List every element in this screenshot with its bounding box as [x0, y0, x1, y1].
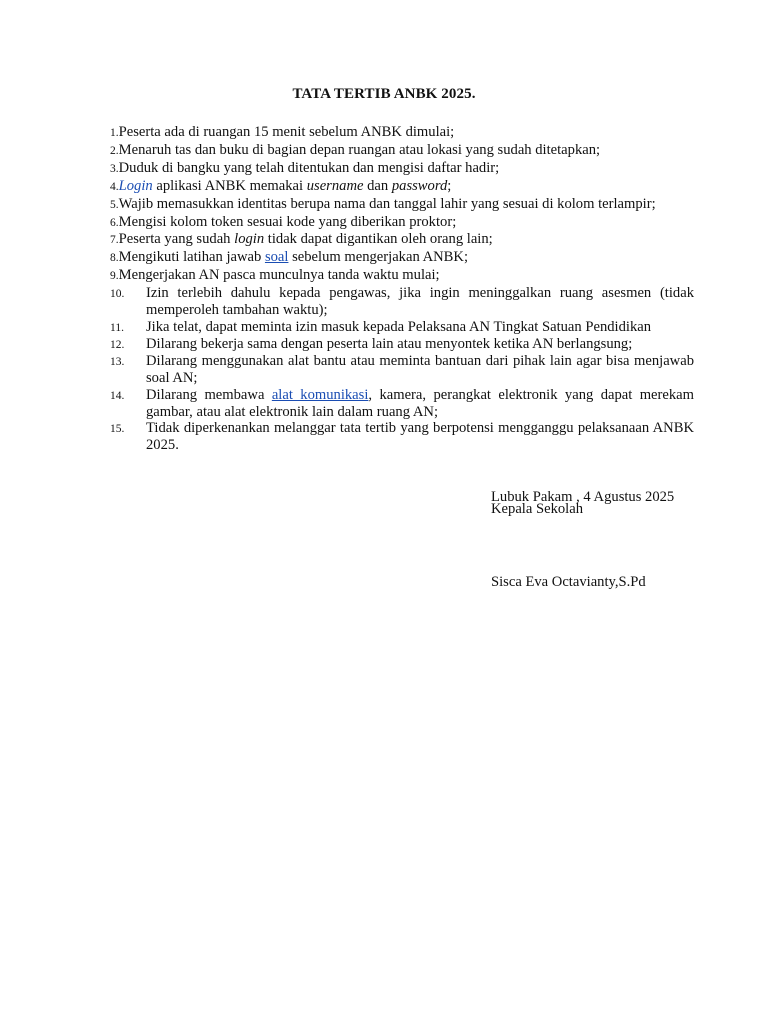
soal-link[interactable]: soal — [264, 249, 289, 266]
rule-text: aplikasi ANBK memakai — [152, 177, 307, 194]
rule-number: 8. — [110, 252, 119, 265]
rule-number: 13. — [110, 355, 125, 368]
rules-list — [110, 124, 694, 454]
rule-number: 5. — [110, 198, 119, 211]
rule-number: 15. — [110, 423, 125, 436]
password-term: password — [391, 177, 448, 194]
rule-number: 2. — [110, 144, 119, 157]
username-term: username — [306, 177, 364, 194]
document-title: TATA TERTIB ANBK 2025. — [292, 86, 476, 102]
rule-text: Mengerjakan AN pasca munculnya tanda waktu mulai; — [118, 267, 440, 284]
rule-text: Jika telat, dapat meminta izin masuk kepada Pelaksana AN Tingkat Satuan Pendidikan — [146, 318, 652, 335]
login-term: Login — [118, 177, 153, 194]
rule-number: 1. — [110, 127, 119, 139]
rule-item-8 — [110, 249, 694, 267]
rule-text: Peserta ada di ruangan 15 menit sebelum ANBK dimulai; — [118, 124, 455, 140]
rule-item-12 — [110, 336, 694, 353]
rule-text: sebelum mengerjakan ANBK; — [288, 249, 468, 266]
login-term: login — [234, 231, 265, 248]
signature-place-date: Lubuk Pakam , 4 Agustus 2025 — [491, 489, 675, 505]
alat-komunikasi-link[interactable]: alat komunikasi — [271, 386, 369, 403]
rule-number: 3. — [110, 162, 119, 175]
rule-item-9 — [110, 267, 694, 285]
rule-number: 6. — [110, 216, 119, 229]
rule-text: Peserta yang sudah — [118, 231, 235, 248]
rule-text: Izin terlebih dahulu kepada pengawas, jika ingin meninggalkan ruang asesmen (tidak memperoleh tambahan waktu); — [146, 285, 694, 319]
rule-text: Mengisi kolom token sesuai kode yang diberikan proktor; — [118, 213, 457, 230]
rule-text: dan — [363, 177, 392, 194]
rule-text: Mengikuti latihan jawab — [118, 249, 265, 266]
rule-number: 12. — [110, 338, 125, 351]
rule-text: Tidak diperkenankan melanggar tata tertib yang berpotensi mengganggu pelaksanaan ANBK 2025. — [146, 420, 694, 454]
rule-text: Menaruh tas dan buku di bagian depan ruangan atau lokasi yang sudah ditetapkan; — [118, 141, 601, 158]
rule-item-11 — [110, 319, 694, 336]
rule-item-13 — [110, 353, 694, 387]
rule-item-14 — [110, 387, 694, 421]
signature-name: Sisca Eva Octavianty,S.Pd — [491, 574, 646, 590]
rule-item-1 — [110, 124, 694, 142]
signature-role: Kepala Sekolah — [491, 501, 583, 517]
rule-item-7 — [110, 231, 694, 249]
rule-item-15 — [110, 420, 694, 454]
rule-text: Dilarang bekerja sama dengan peserta lain atau menyontek ketika AN berlangsung; — [146, 335, 633, 352]
rule-text: ; — [447, 177, 452, 194]
rule-number: 14. — [110, 389, 125, 402]
rule-text: Wajib memasukkan identitas berupa nama dan tanggal lahir yang sesuai di kolom terlampir; — [118, 195, 656, 212]
rule-text: , kamera, perangkat elektronik yang dapat merekam gambar, atau alat elektronik lain dalam ruang AN; — [146, 386, 694, 420]
rule-number: 7. — [110, 234, 119, 247]
rule-item-4 — [110, 178, 694, 196]
rule-number: 9. — [110, 270, 119, 283]
rule-text: tidak dapat digantikan oleh orang lain; — [264, 231, 493, 248]
rule-item-10 — [110, 285, 694, 319]
rule-text: Duduk di bangku yang telah ditentukan dan mengisi daftar hadir; — [118, 159, 500, 176]
rule-item-3 — [110, 160, 694, 178]
rule-item-2 — [110, 142, 694, 160]
rule-number: 10. — [110, 288, 125, 301]
rule-number: 4. — [110, 180, 119, 193]
rule-number: 11. — [110, 321, 124, 334]
rule-text: Dilarang membawa — [146, 386, 272, 403]
rule-item-5 — [110, 196, 694, 214]
rule-text: Dilarang menggunakan alat bantu atau meminta bantuan dari pihak lain agar bisa menjawab soal AN; — [146, 352, 694, 386]
rule-item-6 — [110, 214, 694, 232]
